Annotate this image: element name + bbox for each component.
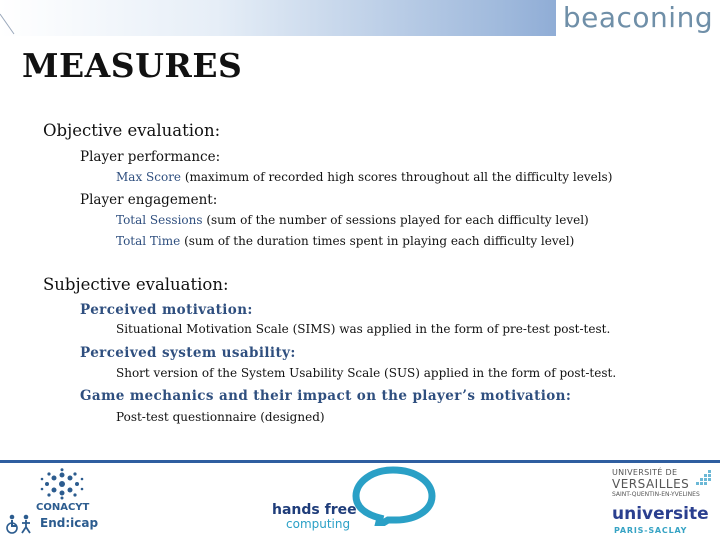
- total-time-term: Total Time: [116, 234, 181, 248]
- footer-divider: [0, 460, 720, 463]
- sims-item: Situational Motivation Scale (SIMS) was applied in the form of pre-test post-test.: [116, 322, 611, 336]
- max-score-term: Max Score: [116, 170, 182, 184]
- ups-line1: universite: [612, 504, 709, 524]
- total-time-desc: (sum of the duration times spent in playing each difficulty level): [180, 234, 575, 248]
- uvsq-emblem-icon: [694, 468, 716, 490]
- mechanics-heading: Game mechanics and their impact on the player’s motivation:: [80, 388, 572, 404]
- corner-decoration: [0, 0, 40, 36]
- total-sessions-desc: (sum of the number of sessions played for each difficulty level): [202, 213, 589, 227]
- beaconing-logo: [556, 0, 720, 36]
- total-sessions-item: [116, 213, 589, 227]
- uvsq-line3: SAINT-QUENTIN-EN-YVELINES: [612, 491, 700, 498]
- uvsq-logo: [610, 468, 718, 500]
- speech-bubble-icon: [348, 466, 438, 526]
- endicap-label: End:icap: [40, 516, 99, 530]
- max-score-item: [116, 170, 612, 184]
- beaconing-logo-text: beaconing: [562, 1, 714, 34]
- accessibility-icon: [4, 512, 38, 534]
- max-score-desc: (maximum of recorded high scores throughout all the difficulty levels): [181, 170, 613, 184]
- conacyt-emblem-icon: [36, 468, 96, 500]
- conacyt-logo: [36, 468, 96, 513]
- uvsq-line2: VERSAILLES: [612, 477, 690, 491]
- endicap-logo: [4, 512, 104, 536]
- paris-saclay-logo: [612, 506, 718, 538]
- engagement-heading: Player engagement:: [80, 192, 218, 208]
- uvsq-line1: UNIVERSITÉ DE: [612, 468, 678, 477]
- total-sessions-term: Total Sessions: [116, 213, 203, 227]
- slide-title: MEASURES: [22, 46, 243, 85]
- performance-heading: Player performance:: [80, 149, 221, 165]
- sus-item: Short version of the System Usability Scale (SUS) applied in the form of post-test.: [116, 366, 617, 380]
- motivation-heading: Perceived motivation:: [80, 302, 253, 318]
- questionnaire-item: Post-test questionnaire (designed): [116, 410, 325, 424]
- header-bar: [0, 0, 720, 36]
- ups-line2: PARIS-SACLAY: [614, 526, 688, 535]
- subjective-heading: Subjective evaluation:: [43, 275, 229, 294]
- hands-free-line2: computing: [286, 517, 351, 531]
- total-time-item: [116, 234, 574, 248]
- hands-free-line1: hands free: [272, 502, 357, 518]
- objective-heading: Objective evaluation:: [43, 121, 221, 140]
- hands-free-logo: [272, 466, 432, 536]
- usability-heading: Perceived system usability:: [80, 345, 296, 361]
- conacyt-label: CONACYT: [36, 502, 90, 513]
